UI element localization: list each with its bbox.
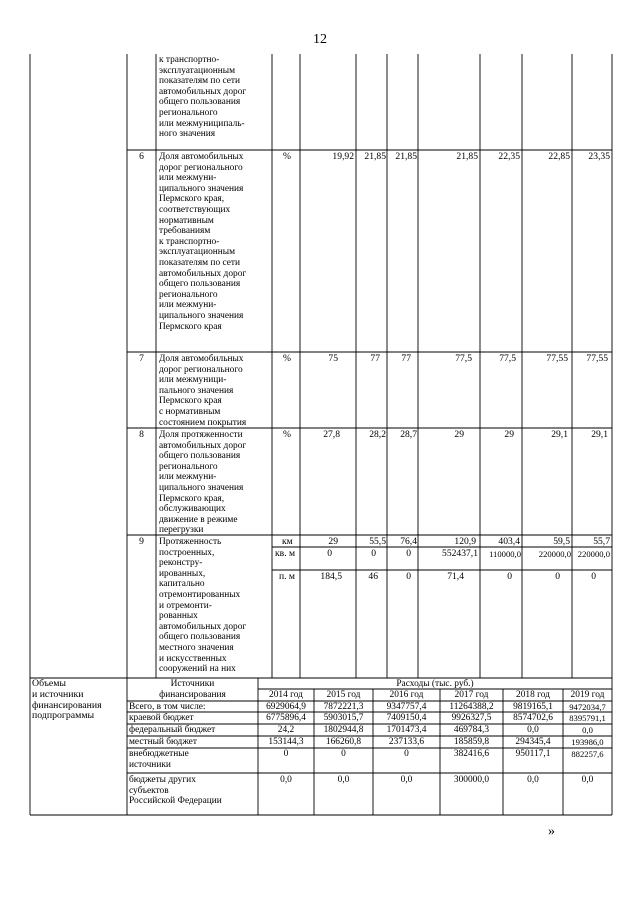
row-7-value: 77 bbox=[370, 353, 380, 364]
page-number: 12 bbox=[313, 32, 327, 47]
row-8-value: 28,7 bbox=[400, 429, 417, 440]
row-6-value: 21,85 bbox=[456, 151, 478, 162]
row-9-value: 76,4 bbox=[400, 536, 417, 547]
row-7-value: 77,5 bbox=[455, 353, 472, 364]
source-name: внебюджетные источники bbox=[129, 749, 189, 770]
expense-value: 6929064,9 bbox=[266, 702, 306, 712]
row-8-name: Доля протяженности автомобильных дорог общего пользования регионального или межмуни- ципального значения Пермского края, обслуживающих движение в режиме перегрузки bbox=[159, 430, 247, 536]
expense-value: 469784,3 bbox=[453, 725, 490, 735]
row-9-unit-sq-m: кв. м bbox=[275, 548, 296, 559]
row-9-value: 55,5 bbox=[369, 536, 386, 547]
financing-label: Объемы и источники финансирования подпрограммы bbox=[32, 678, 102, 722]
source-name: бюджеты других субъектов Российской Федерации bbox=[129, 775, 222, 807]
expense-value: 153144,3 bbox=[268, 737, 304, 747]
expense-value: 9472034,7 bbox=[569, 702, 606, 712]
expense-value: 8574702,6 bbox=[513, 713, 553, 723]
continuation-text: к транспортно- эксплуатационным показателям по сети автомобильных дорог общего пользования регионального или межмуниципаль- ного значения bbox=[159, 55, 247, 140]
row-9-unit-km: км bbox=[282, 536, 293, 547]
expense-value: 300000,0 bbox=[453, 775, 490, 785]
source-name: Всего, в том числе: bbox=[129, 702, 206, 712]
row-6-value: 21,85 bbox=[364, 151, 386, 162]
expense-value: 8395791,1 bbox=[569, 713, 606, 723]
year-header: 2015 год bbox=[326, 690, 361, 700]
expense-value: 9347757,4 bbox=[386, 702, 427, 712]
expense-value: 7409150,4 bbox=[386, 713, 427, 723]
source-name: краевой бюджет bbox=[129, 713, 194, 723]
expense-value: 6775896,4 bbox=[266, 713, 306, 723]
row-7-name: Доля автомобильных дорог регионального или межмуници- пального значения Пермского края с нормативным состоянием покрытия bbox=[159, 354, 247, 428]
expense-value: 382416,6 bbox=[453, 749, 490, 759]
row-9-value: 71,4 bbox=[447, 571, 464, 582]
expense-value: 0 bbox=[283, 749, 289, 759]
row-7-value: 75 bbox=[328, 353, 338, 364]
expense-value: 0,0 bbox=[527, 775, 539, 785]
source-name: местный бюджет bbox=[129, 737, 197, 747]
expense-value: 882257,6 bbox=[571, 749, 604, 759]
row-7-number: 7 bbox=[139, 353, 144, 364]
expense-value: 294345,4 bbox=[515, 737, 551, 747]
row-6-value: 22,85 bbox=[548, 151, 570, 162]
row-9-value: 184,5 bbox=[320, 571, 342, 582]
expense-value: 5903015,7 bbox=[323, 713, 364, 723]
row-7-unit: % bbox=[283, 353, 291, 364]
expense-value: 193986,0 bbox=[571, 737, 604, 747]
row-9-value: 0 bbox=[327, 548, 332, 559]
expenses-header: Расходы (тыс. руб.) bbox=[396, 679, 474, 689]
row-6-value: 19,92 bbox=[332, 151, 354, 162]
row-9-unit-running-m: п. м bbox=[279, 571, 296, 582]
row-6-unit: % bbox=[283, 151, 291, 162]
expense-value: 185859,8 bbox=[453, 737, 490, 747]
row-7-value: 77,55 bbox=[546, 353, 568, 364]
row-8-value: 28,2 bbox=[369, 429, 386, 440]
row-9-value: 120,9 bbox=[454, 536, 476, 547]
row-9-value: 552437,1 bbox=[442, 548, 478, 559]
source-name: федеральный бюджет bbox=[129, 725, 216, 735]
year-header: 2019 год bbox=[570, 690, 605, 700]
row-7-value: 77,5 bbox=[499, 353, 516, 364]
year-header: 2018 год bbox=[516, 690, 550, 700]
row-9-value: 110000,0 bbox=[489, 549, 521, 559]
row-6-value: 23,35 bbox=[588, 151, 610, 162]
row-9-value: 403,4 bbox=[498, 536, 520, 547]
expense-value: 1802944,8 bbox=[323, 725, 364, 735]
row-8-value: 27,8 bbox=[323, 429, 340, 440]
row-8-number: 8 bbox=[139, 429, 144, 440]
expense-value: 11264388,2 bbox=[449, 702, 494, 712]
expense-value: 1701473,4 bbox=[386, 725, 427, 735]
row-9-value: 220000,0 bbox=[577, 549, 610, 559]
year-header: 2016 год bbox=[389, 690, 424, 700]
year-header: 2014 год bbox=[269, 690, 303, 700]
sources-header: Источники финансирования bbox=[159, 679, 226, 700]
row-7-value: 77 bbox=[401, 353, 411, 364]
row-9-number: 9 bbox=[139, 536, 144, 547]
expense-value: 9926327,5 bbox=[451, 713, 492, 723]
row-8-value: 29 bbox=[504, 429, 514, 440]
expense-value: 0,0 bbox=[400, 775, 413, 785]
row-9-value: 0 bbox=[371, 548, 376, 559]
expense-value: 9819165,1 bbox=[513, 702, 553, 712]
row-9-value: 59,5 bbox=[553, 536, 570, 547]
row-8-unit: % bbox=[283, 429, 291, 440]
expense-value: 0,0 bbox=[582, 725, 593, 735]
row-9-value: 0 bbox=[591, 571, 596, 582]
row-9-value: 46 bbox=[368, 571, 378, 582]
row-7-value: 77,55 bbox=[586, 353, 608, 364]
row-9-value: 0 bbox=[507, 571, 512, 582]
row-9-value: 0 bbox=[406, 548, 411, 559]
expense-value: 0 bbox=[341, 749, 346, 759]
expense-value: 0,0 bbox=[527, 725, 539, 735]
expense-value: 0,0 bbox=[337, 775, 350, 785]
row-9-value: 0 bbox=[406, 571, 411, 582]
expense-value: 24,2 bbox=[277, 725, 295, 735]
expense-value: 0,0 bbox=[280, 775, 292, 785]
expense-value: 7872221,3 bbox=[323, 702, 364, 712]
expense-value: 950117,1 bbox=[515, 749, 551, 759]
row-8-value: 29,1 bbox=[591, 429, 608, 440]
row-8-value: 29,1 bbox=[551, 429, 568, 440]
row-9-value: 0 bbox=[555, 571, 560, 582]
row-9-name: Протяженность построенных, реконстру- ированных, капитально отремонтированных и отремонти- рованных автомобильных дорог общего пользования местного значения и искусственных сооружений на них bbox=[159, 537, 247, 675]
row-6-name: Доля автомобильных дорог регионального или межмуни- ципального значения Пермского края, соответствующих нормативным требованиям к транспортно- эксплуатационным показателям по сети автомобильных дорог общего пользования регионального или межмуни- ципального значения Пермского края bbox=[159, 152, 247, 332]
expense-value: 0,0 bbox=[581, 775, 594, 785]
row-9-value: 220000,0 bbox=[538, 549, 571, 559]
expense-value: 166260,8 bbox=[325, 737, 362, 747]
row-8-value: 29 bbox=[454, 429, 464, 440]
expense-value: 0 bbox=[404, 749, 409, 759]
closing-quote: » bbox=[548, 824, 555, 839]
expense-value: 237133,6 bbox=[388, 737, 425, 747]
row-9-value: 29 bbox=[328, 536, 338, 547]
year-header: 2017 год bbox=[454, 690, 489, 700]
row-6-value: 21,85 bbox=[395, 151, 417, 162]
row-6-number: 6 bbox=[139, 151, 144, 162]
row-6-value: 22,35 bbox=[498, 151, 520, 162]
row-9-value: 55,7 bbox=[593, 536, 610, 547]
